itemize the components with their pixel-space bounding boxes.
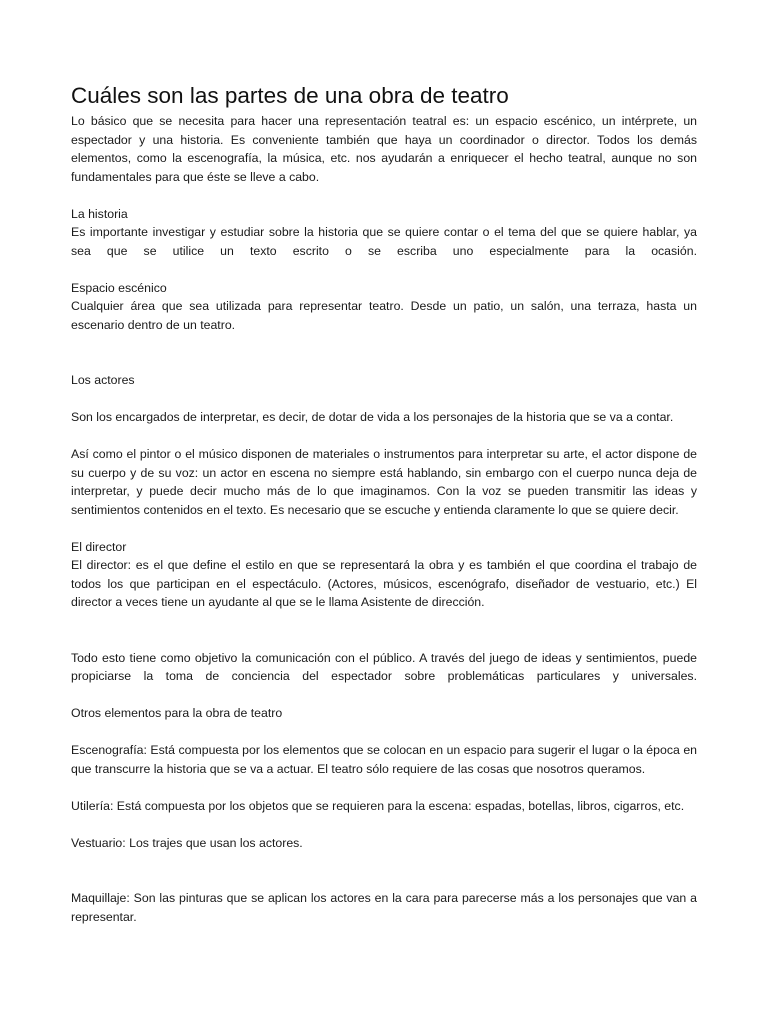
section-heading-director: El director [71, 539, 127, 554]
spacer [71, 260, 697, 279]
section-heading-historia: La historia [71, 206, 128, 221]
spacer [71, 686, 697, 705]
spacer [71, 723, 697, 742]
actores-paragraph-2: Así como el pintor o el músico disponen de materiales o instrumentos para interpretar su arte, el actor dispone de su cuerpo y de su voz: un actor en escena no siempre está hablando, sin embargo con el cuerpo nunca deja de interpretar, y puede decir mucho más de lo que imaginamos. Con la voz se pueden transmitir las ideas y sentimientos contenidos en el texto. Es necesario que se escuche y entienda claramente lo que se quiere decir. [71, 447, 697, 517]
spacer [71, 427, 697, 446]
section-heading-actores: Los actores [71, 373, 135, 387]
spacer [71, 852, 697, 889]
spacer [71, 612, 697, 649]
section-heading-espacio: Espacio escénico [71, 280, 167, 295]
spacer [71, 186, 697, 205]
vestuario-paragraph: Vestuario: Los trajes que usan los actores. [71, 835, 303, 850]
escenografia-paragraph: Escenografía: Está compuesta por los elementos que se colocan en un espacio para sugerir el lugar o la época en que transcurre la historia que se va a actuar. El teatro sólo requiere de las cosas que nosotros queramos. [71, 743, 697, 776]
section-heading-otros: Otros elementos para la obra de teatro [71, 706, 283, 720]
director-paragraph: El director: es el que define el estilo en que se representará la obra y es también el que coordina el trabajo de todos los que participan en el espectáculo. (Actores, músicos, escenógrafo, diseñador de vestuario, etc.) El director a veces tiene un ayudante al que se le llama Asistente de dirección. [71, 558, 697, 609]
document-page [71, 80, 697, 926]
spacer [71, 815, 697, 834]
actores-paragraph-1: Son los encargados de interpretar, es decir, de dotar de vida a los personajes de la historia que se va a contar. [71, 410, 674, 424]
maquillaje-paragraph: Maquillaje: Son las pinturas que se aplican los actores en la cara para parecerse más a los personajes que van a representar. [71, 891, 697, 924]
page-title: Cuáles son las partes de una obra de teatro [71, 83, 509, 108]
historia-paragraph: Es importante investigar y estudiar sobre la historia que se quiere contar o el tema del que se quiere hablar, ya sea que se utilice un texto escrito o se escriba uno especialmente para la ocasión. [71, 225, 697, 258]
utileria-paragraph: Utilería: Está compuesta por los objetos que se requieren para la escena: espadas, botellas, libros, cigarros, etc. [71, 798, 685, 813]
spacer [71, 334, 697, 371]
spacer [71, 519, 697, 538]
spacer [71, 390, 697, 409]
objetivo-paragraph: Todo esto tiene como objetivo la comunicación con el público. A través del juego de ideas y sentimientos, puede propiciarse la toma de conciencia del espectador sobre problemáticas particulares y universales. [71, 650, 697, 683]
spacer [71, 778, 697, 797]
espacio-paragraph: Cualquier área que sea utilizada para representar teatro. Desde un patio, un salón, una terraza, hasta un escenario dentro de un teatro. [71, 299, 697, 332]
intro-paragraph: Lo básico que se necesita para hacer una representación teatral es: un espacio escénico, un intérprete, un espectador y una historia. Es conveniente también que haya un coordinador o director. Todos los demás elementos, como la escenografía, la música, etc. nos ayudarán a enriquecer el hecho teatral, aunque no son fundamentales para que éste se lleve a cabo. [71, 114, 697, 184]
